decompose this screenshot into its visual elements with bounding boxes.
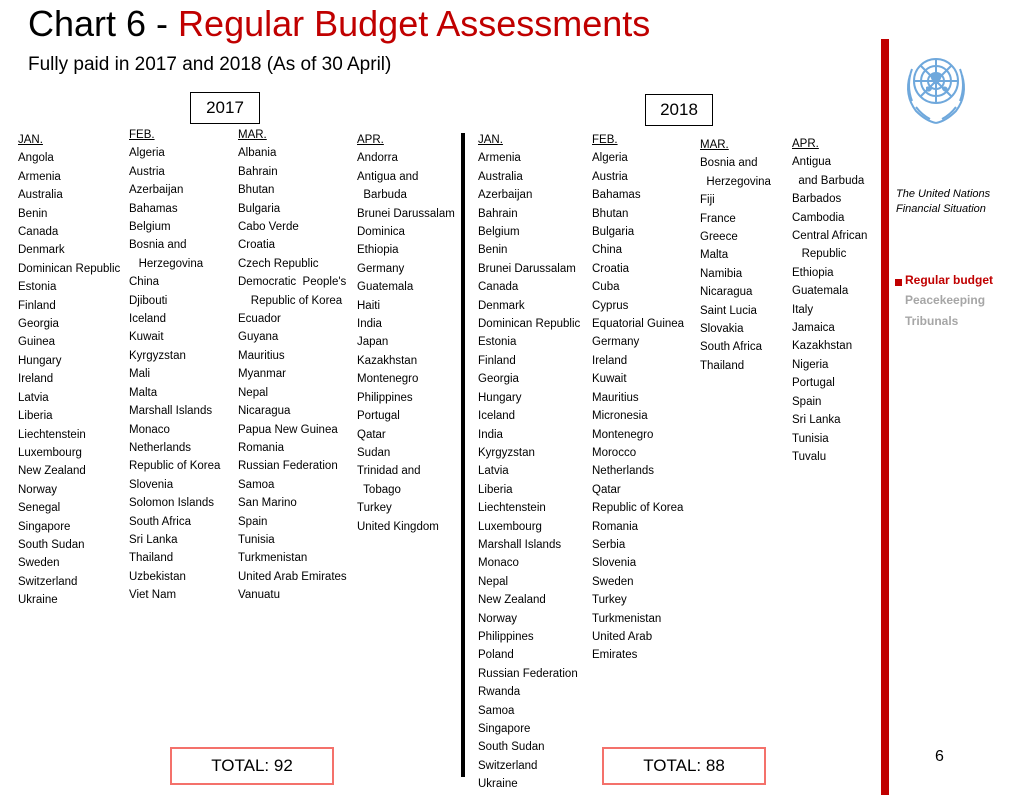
col-2018-apr bbox=[792, 135, 867, 466]
col-2018-jan bbox=[478, 131, 580, 794]
country-item: Herzegovina bbox=[129, 257, 204, 270]
country-item: Turkey bbox=[357, 502, 392, 515]
country-item: Slovakia bbox=[700, 323, 744, 336]
col-2018-mar bbox=[700, 136, 771, 375]
country-item: Bosnia and bbox=[129, 239, 187, 252]
country-item: Armenia bbox=[478, 152, 521, 165]
year-divider bbox=[461, 133, 465, 777]
country-item: Fiji bbox=[700, 194, 715, 207]
country-item: Canada bbox=[478, 281, 519, 294]
country-item: China bbox=[592, 244, 623, 257]
country-item: Austria bbox=[129, 165, 165, 178]
country-item: Namibia bbox=[700, 267, 743, 280]
country-item: Guatemala bbox=[792, 285, 849, 298]
country-item: Italy bbox=[792, 303, 814, 316]
country-item: Monaco bbox=[129, 423, 170, 436]
country-item: Australia bbox=[18, 189, 63, 202]
legend-tribunals: Tribunals bbox=[905, 314, 959, 328]
country-item: Russian Federation bbox=[238, 460, 338, 473]
country-item: Barbuda bbox=[357, 189, 407, 202]
country-item: Philippines bbox=[478, 630, 534, 643]
country-item: Sri Lanka bbox=[129, 533, 178, 546]
country-item: Netherlands bbox=[129, 441, 192, 454]
red-accent-bar bbox=[881, 39, 889, 795]
country-item: Bulgaria bbox=[238, 202, 281, 215]
country-item: Tunisia bbox=[792, 432, 829, 445]
country-item: Dominican Republic bbox=[478, 318, 581, 331]
country-item: Norway bbox=[478, 612, 517, 625]
country-item: Benin bbox=[478, 244, 508, 257]
country-item: Croatia bbox=[238, 239, 276, 252]
country-item: Estonia bbox=[478, 336, 517, 349]
country-item: Germany bbox=[592, 336, 640, 349]
country-item: Mauritius bbox=[238, 349, 285, 362]
country-item: Nicaragua bbox=[700, 286, 753, 299]
country-item: Republic bbox=[792, 248, 847, 261]
country-item: Democratic People's bbox=[238, 276, 347, 289]
country-item: Sri Lanka bbox=[792, 414, 841, 427]
legend-regular-budget: Regular budget bbox=[905, 273, 994, 287]
country-item: Emirates bbox=[592, 649, 638, 662]
country-item: Kazakhstan bbox=[357, 354, 418, 367]
country-item: Vanuatu bbox=[238, 589, 280, 602]
country-item: South Africa bbox=[700, 341, 763, 354]
country-item: Djibouti bbox=[129, 294, 168, 307]
country-item: Russian Federation bbox=[478, 667, 578, 680]
country-item: Cyprus bbox=[592, 299, 629, 312]
country-item: Liechtenstein bbox=[18, 428, 86, 441]
country-item: Benin bbox=[18, 207, 48, 220]
country-item: Singapore bbox=[478, 723, 531, 735]
country-item: Portugal bbox=[792, 377, 835, 390]
country-item: Luxembourg bbox=[18, 446, 82, 459]
country-item: Qatar bbox=[357, 428, 386, 441]
country-item: Slovenia bbox=[592, 557, 637, 570]
country-item: Malta bbox=[129, 386, 158, 399]
country-item: Republic of Korea bbox=[592, 502, 684, 515]
country-item: Jamaica bbox=[792, 322, 835, 335]
country-item: Philippines bbox=[357, 391, 413, 404]
country-item: Nepal bbox=[478, 575, 509, 588]
country-item: Morocco bbox=[592, 446, 637, 459]
country-item: Malta bbox=[700, 249, 729, 262]
un-emblem-icon bbox=[902, 45, 970, 127]
country-item: Austria bbox=[592, 170, 628, 183]
country-item: Albania bbox=[238, 147, 277, 160]
country-item: Australia bbox=[478, 170, 523, 183]
country-item: Croatia bbox=[592, 262, 630, 275]
country-item: Bahamas bbox=[129, 202, 178, 215]
country-item: Bosnia and bbox=[700, 157, 758, 170]
country-item: Denmark bbox=[18, 244, 65, 257]
country-item: Equatorial Guinea bbox=[592, 318, 685, 331]
country-item: Qatar bbox=[592, 483, 621, 496]
country-item: France bbox=[700, 212, 736, 225]
month-header: FEB. bbox=[592, 134, 618, 146]
title-main: Regular Budget Assessments bbox=[178, 3, 651, 44]
country-item: Liechtenstein bbox=[478, 502, 546, 515]
country-item: Iceland bbox=[478, 410, 516, 423]
year-label-2017: 2017 bbox=[190, 92, 260, 124]
country-item: Norway bbox=[18, 483, 57, 496]
country-item: Bhutan bbox=[238, 184, 275, 197]
month-header: APR. bbox=[792, 138, 819, 150]
month-header: JAN. bbox=[478, 134, 503, 146]
country-item: Thailand bbox=[129, 552, 174, 565]
country-item: Czech Republic bbox=[238, 257, 319, 270]
country-item: Hungary bbox=[18, 354, 62, 367]
country-item: Dominican Republic bbox=[18, 262, 121, 275]
country-item: Latvia bbox=[18, 391, 49, 404]
country-item: Portugal bbox=[357, 410, 400, 423]
country-item: Belgium bbox=[478, 226, 520, 239]
country-item: Bahamas bbox=[592, 189, 641, 202]
country-item: Sweden bbox=[592, 575, 634, 588]
country-item: Switzerland bbox=[478, 759, 538, 772]
country-item: United Arab Emirates bbox=[238, 570, 347, 583]
col-2017-mar bbox=[238, 126, 347, 605]
month-header: MAR. bbox=[700, 139, 729, 151]
country-item: Algeria bbox=[129, 147, 165, 160]
country-item: Singapore bbox=[18, 520, 71, 533]
month-header: FEB. bbox=[129, 129, 155, 141]
country-item: Guinea bbox=[18, 336, 56, 349]
legend-marker-square bbox=[895, 279, 902, 286]
country-item: Brunei Darussalam bbox=[357, 207, 455, 220]
country-item: Turkey bbox=[592, 594, 627, 607]
country-item: Canada bbox=[18, 226, 59, 239]
country-item: Antigua and bbox=[357, 170, 419, 183]
country-item: South Africa bbox=[129, 515, 192, 528]
country-item: Marshall Islands bbox=[478, 538, 562, 551]
month-header: JAN. bbox=[18, 134, 43, 146]
country-item: Bahrain bbox=[238, 165, 278, 178]
col-2017-apr bbox=[357, 131, 455, 536]
country-item: Nicaragua bbox=[238, 405, 291, 418]
country-item: Serbia bbox=[592, 538, 626, 551]
country-item: New Zealand bbox=[18, 465, 86, 478]
country-item: Papua New Guinea bbox=[238, 423, 338, 436]
country-item: Nepal bbox=[238, 386, 269, 399]
title-prefix: Chart 6 - bbox=[28, 3, 179, 44]
country-item: Montenegro bbox=[592, 428, 654, 441]
country-item: Antigua bbox=[792, 156, 832, 169]
country-item: Romania bbox=[238, 441, 285, 454]
year-label-2018: 2018 bbox=[645, 94, 713, 126]
country-item: Sweden bbox=[18, 557, 60, 570]
country-item: Marshall Islands bbox=[129, 405, 213, 418]
col-2017-jan bbox=[18, 131, 120, 610]
country-item: Kyrgyzstan bbox=[129, 349, 186, 362]
country-item: Algeria bbox=[592, 152, 628, 165]
country-item: Poland bbox=[478, 649, 514, 662]
country-item: Angola bbox=[18, 152, 54, 165]
country-item: Liberia bbox=[478, 483, 513, 496]
country-item: and Barbuda bbox=[792, 174, 865, 187]
country-item: Azerbaijan bbox=[478, 189, 533, 202]
country-item: Spain bbox=[238, 515, 268, 528]
country-item: Iceland bbox=[129, 313, 167, 326]
country-item: Slovenia bbox=[129, 478, 174, 491]
country-item: Haiti bbox=[357, 299, 381, 312]
country-item: Herzegovina bbox=[700, 175, 771, 188]
country-item: Tobago bbox=[357, 483, 401, 496]
country-item: Thailand bbox=[700, 359, 745, 372]
country-item: Trinidad and bbox=[357, 465, 421, 478]
country-item: Liberia bbox=[18, 410, 53, 423]
country-item: India bbox=[478, 428, 503, 441]
country-item: Romania bbox=[592, 520, 639, 533]
country-item: Samoa bbox=[478, 704, 515, 717]
country-item: China bbox=[129, 276, 160, 289]
month-header: APR. bbox=[357, 134, 384, 146]
country-item: Barbados bbox=[792, 193, 842, 206]
page-title bbox=[28, 2, 650, 46]
country-item: Republic of Korea bbox=[238, 294, 343, 307]
country-item: Armenia bbox=[18, 170, 61, 183]
country-item: Montenegro bbox=[357, 373, 419, 386]
country-item: Kazakhstan bbox=[792, 340, 853, 353]
country-item: Nigeria bbox=[792, 358, 829, 371]
country-item: Brunei Darussalam bbox=[478, 262, 576, 275]
country-item: Kuwait bbox=[129, 331, 164, 344]
country-item: Hungary bbox=[478, 391, 522, 404]
country-item: Republic of Korea bbox=[129, 460, 221, 473]
country-item: Senegal bbox=[18, 502, 61, 515]
country-item: Germany bbox=[357, 262, 405, 275]
country-item: Saint Lucia bbox=[700, 304, 757, 317]
country-item: Sudan bbox=[357, 446, 391, 459]
country-item: Dominica bbox=[357, 226, 405, 239]
country-item: Myanmar bbox=[238, 368, 286, 381]
page-subtitle: Fully paid in 2017 and 2018 (As of 30 April) bbox=[28, 54, 392, 75]
section-caption: The United Nations Financial Situation bbox=[896, 188, 991, 215]
country-item: Monaco bbox=[478, 557, 519, 570]
country-item: Tunisia bbox=[238, 533, 275, 546]
country-item: India bbox=[357, 318, 382, 331]
country-item: Mali bbox=[129, 368, 151, 381]
country-item: Ethiopia bbox=[357, 244, 399, 257]
country-item: Ecuador bbox=[238, 313, 281, 326]
country-item: Japan bbox=[357, 336, 389, 349]
country-item: Tuvalu bbox=[792, 450, 827, 463]
legend-peacekeeping: Peacekeeping bbox=[905, 293, 986, 307]
country-item: Guyana bbox=[238, 331, 279, 344]
country-item: Bhutan bbox=[592, 207, 629, 220]
country-item: Luxembourg bbox=[478, 520, 542, 533]
country-item: Ireland bbox=[592, 354, 628, 367]
country-item: Azerbaijan bbox=[129, 184, 184, 197]
country-item: South Sudan bbox=[478, 741, 545, 754]
country-item: Cabo Verde bbox=[238, 221, 299, 234]
country-item: United Kingdom bbox=[357, 520, 439, 533]
country-item: Cuba bbox=[592, 281, 620, 294]
country-item: Uzbekistan bbox=[129, 570, 186, 583]
country-item: Netherlands bbox=[592, 465, 655, 478]
country-item: Micronesia bbox=[592, 410, 648, 423]
country-item: Ukraine bbox=[478, 778, 518, 791]
country-item: Samoa bbox=[238, 478, 275, 491]
country-item: Spain bbox=[792, 395, 822, 408]
country-item: Central African bbox=[792, 230, 868, 243]
country-item: San Marino bbox=[238, 497, 297, 510]
country-item: Estonia bbox=[18, 281, 57, 294]
country-item: Ireland bbox=[18, 373, 54, 386]
country-item: Cambodia bbox=[792, 211, 845, 224]
country-item: Georgia bbox=[478, 373, 519, 386]
country-item: Viet Nam bbox=[129, 589, 177, 602]
country-item: Ethiopia bbox=[792, 266, 834, 279]
country-item: Turkmenistan bbox=[238, 552, 308, 565]
country-item: Kuwait bbox=[592, 373, 627, 386]
country-item: United Arab bbox=[592, 630, 653, 643]
country-item: Finland bbox=[478, 354, 516, 367]
country-item: New Zealand bbox=[478, 594, 546, 607]
country-item: Bahrain bbox=[478, 207, 518, 220]
country-item: Belgium bbox=[129, 221, 171, 234]
country-item: Guatemala bbox=[357, 281, 414, 294]
country-item: Latvia bbox=[478, 465, 509, 478]
country-item: Switzerland bbox=[18, 575, 78, 588]
total-2018: TOTAL: 88 bbox=[602, 747, 766, 785]
col-2018-feb bbox=[592, 131, 684, 665]
country-item: Greece bbox=[700, 231, 738, 244]
country-item: Kyrgyzstan bbox=[478, 446, 535, 459]
col-2017-feb bbox=[129, 126, 220, 605]
country-item: Mauritius bbox=[592, 391, 639, 404]
country-item: Solomon Islands bbox=[129, 497, 215, 510]
country-item: Georgia bbox=[18, 318, 59, 331]
country-item: Denmark bbox=[478, 299, 525, 312]
month-header: MAR. bbox=[238, 129, 267, 141]
country-item: South Sudan bbox=[18, 538, 85, 551]
country-item: Andorra bbox=[357, 152, 398, 165]
country-item: Finland bbox=[18, 299, 56, 312]
country-item: Turkmenistan bbox=[592, 612, 662, 625]
page-number: 6 bbox=[935, 748, 944, 765]
country-item: Bulgaria bbox=[592, 226, 635, 239]
country-item: Ukraine bbox=[18, 594, 58, 607]
country-item: Rwanda bbox=[478, 686, 521, 699]
total-2017: TOTAL: 92 bbox=[170, 747, 334, 785]
